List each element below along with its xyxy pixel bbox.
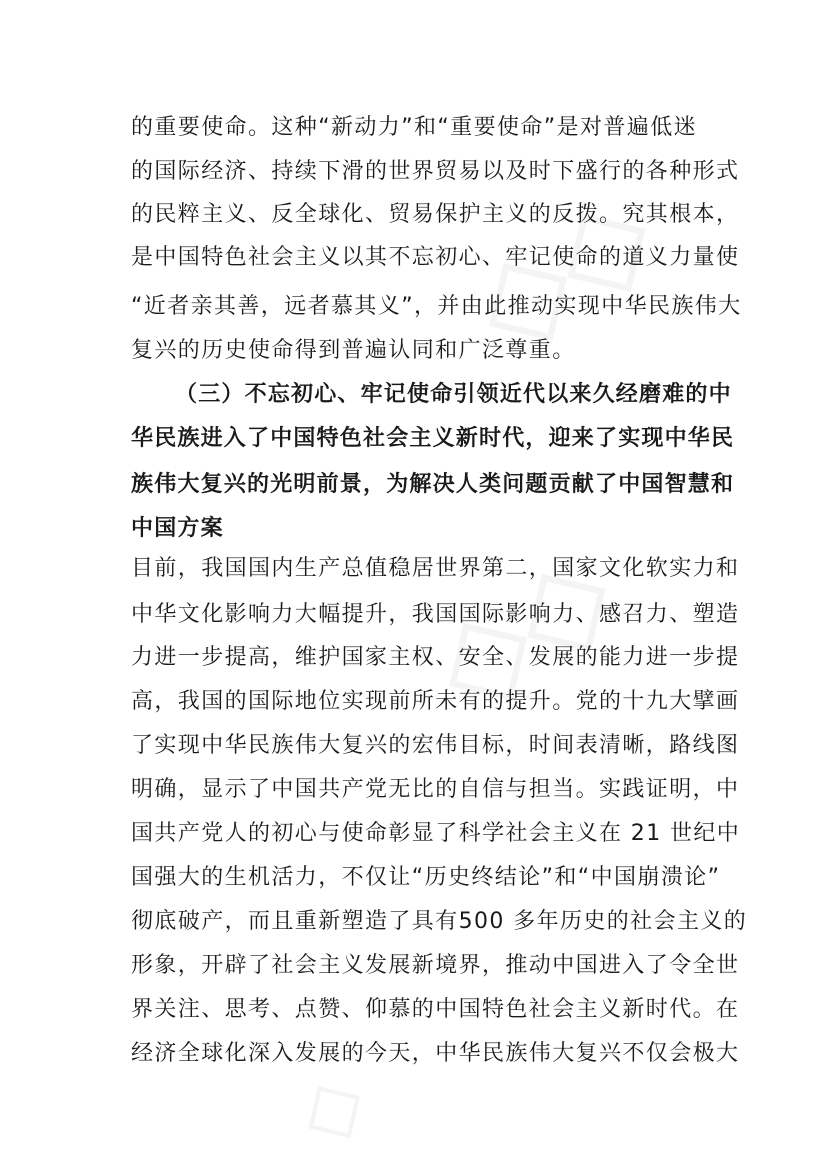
section-heading-line: （三）不忘初心、牢记使命引领近代以来久经磨难的中 — [175, 382, 732, 407]
paragraph-line: 的重要使命。这种“新动力”和“重要使命”是对普遍低迷 — [131, 115, 697, 140]
paragraph-line: 了实现中华民族伟大复兴的宏伟目标，时间表清晰，路线图 — [131, 733, 740, 758]
paragraph-line: 经济全球化深入发展的今天，中华民族伟大复兴不仅会极大 — [131, 1041, 740, 1066]
section-heading-line: 族伟大复兴的光明前景，为解决人类问题贡献了中国智慧和 — [131, 472, 735, 497]
paragraph-line: 目前，我国国内生产总值稳居世界第二，国家文化软实力和 — [131, 556, 740, 581]
paragraph-line: 的国际经济、持续下滑的世界贸易以及时下盛行的各种形式 — [131, 159, 740, 184]
section-heading-line: 华民族进入了中国特色社会主义新时代，迎来了实现中华民 — [131, 426, 735, 451]
section-heading-line: 中国方案 — [131, 516, 224, 541]
paragraph-line: 复兴的历史使命得到普遍认同和广泛尊重。 — [131, 338, 576, 363]
paragraph-line: 形象，开辟了社会主义发展新境界，推动中国进入了令全世 — [131, 953, 740, 978]
paragraph-line: 国强大的生机活力，不仅让“历史终结论”和“中国崩溃论” — [131, 865, 721, 890]
paragraph-line: “近者亲其善，远者慕其义”，并由此推动实现中华民族伟大 — [131, 294, 742, 319]
paragraph-line: 彻底破产，而且重新塑造了具有500 多年历史的社会主义的 — [131, 909, 748, 934]
paragraph-line: 高，我国的国际地位实现前所未有的提升。党的十九大擘画 — [131, 689, 740, 714]
paragraph-line: 明确，显示了中国共产党无比的自信与担当。实践证明，中 — [131, 777, 740, 802]
paragraph-line: 界关注、思考、点赞、仰慕的中国特色社会主义新时代。在 — [131, 997, 740, 1022]
paragraph-line: 力进一步提高，维护国家主权、安全、发展的能力进一步提 — [131, 645, 740, 670]
paragraph-line: 国共产党人的初心与使命彰显了科学社会主义在 21 世纪中 — [131, 821, 741, 846]
paragraph-line: 中华文化影响力大幅提升，我国国际影响力、感召力、塑造 — [131, 602, 740, 627]
paragraph-line: 的民粹主义、反全球化、贸易保护主义的反拨。究其根本， — [131, 202, 740, 227]
paragraph-line: 是中国特色社会主义以其不忘初心、牢记使命的道义力量使 — [131, 245, 740, 270]
